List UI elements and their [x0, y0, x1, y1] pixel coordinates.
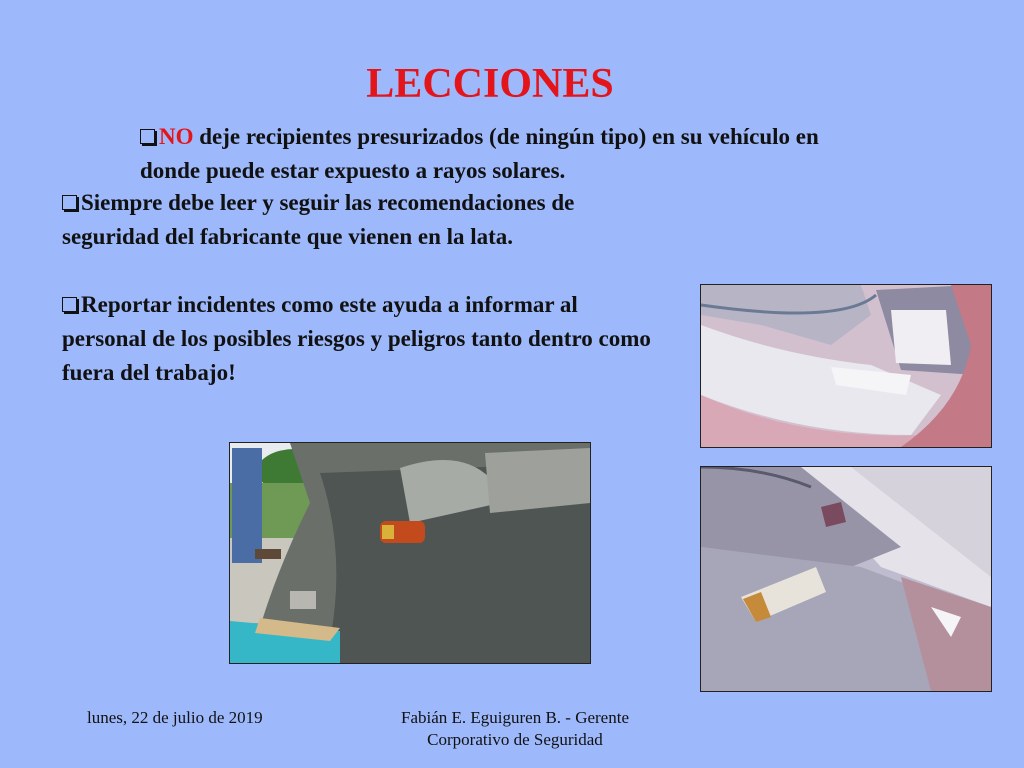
photo-can-rear-shelf	[700, 466, 992, 692]
checkbox-bullet-icon	[62, 195, 77, 210]
bullet-report-incidents	[62, 288, 662, 390]
bullet-read-recommendations	[62, 186, 642, 254]
slide-title-text: LECCIONES	[366, 61, 614, 107]
bullet-text: Reportar incidentes como este ayuda a informar al personal de los posibles riesgos y peligros tanto dentro como fuera del trabajo!	[62, 292, 651, 385]
bullet-text: deje recipientes presurizados (de ningún tipo) en su vehículo en donde puede estar expuesto a rayos solares.	[140, 124, 819, 183]
photo-back-seat-can	[229, 442, 591, 664]
checkbox-bullet-icon	[140, 129, 155, 144]
bullet-text: Siempre debe leer y seguir las recomendaciones de seguridad del fabricante que vienen en la lata.	[62, 190, 575, 249]
checkbox-bullet-icon	[62, 297, 77, 312]
bullet-highlight: NO	[159, 124, 194, 149]
bullet-no-pressurized	[140, 120, 860, 188]
footer-date: lunes, 22 de julio de 2019	[87, 708, 263, 727]
footer-author: Fabián E. Eguiguren B. - Gerente Corporativo de Seguridad	[400, 708, 629, 749]
slide-title	[0, 60, 980, 108]
photo-shattered-window	[700, 284, 992, 448]
